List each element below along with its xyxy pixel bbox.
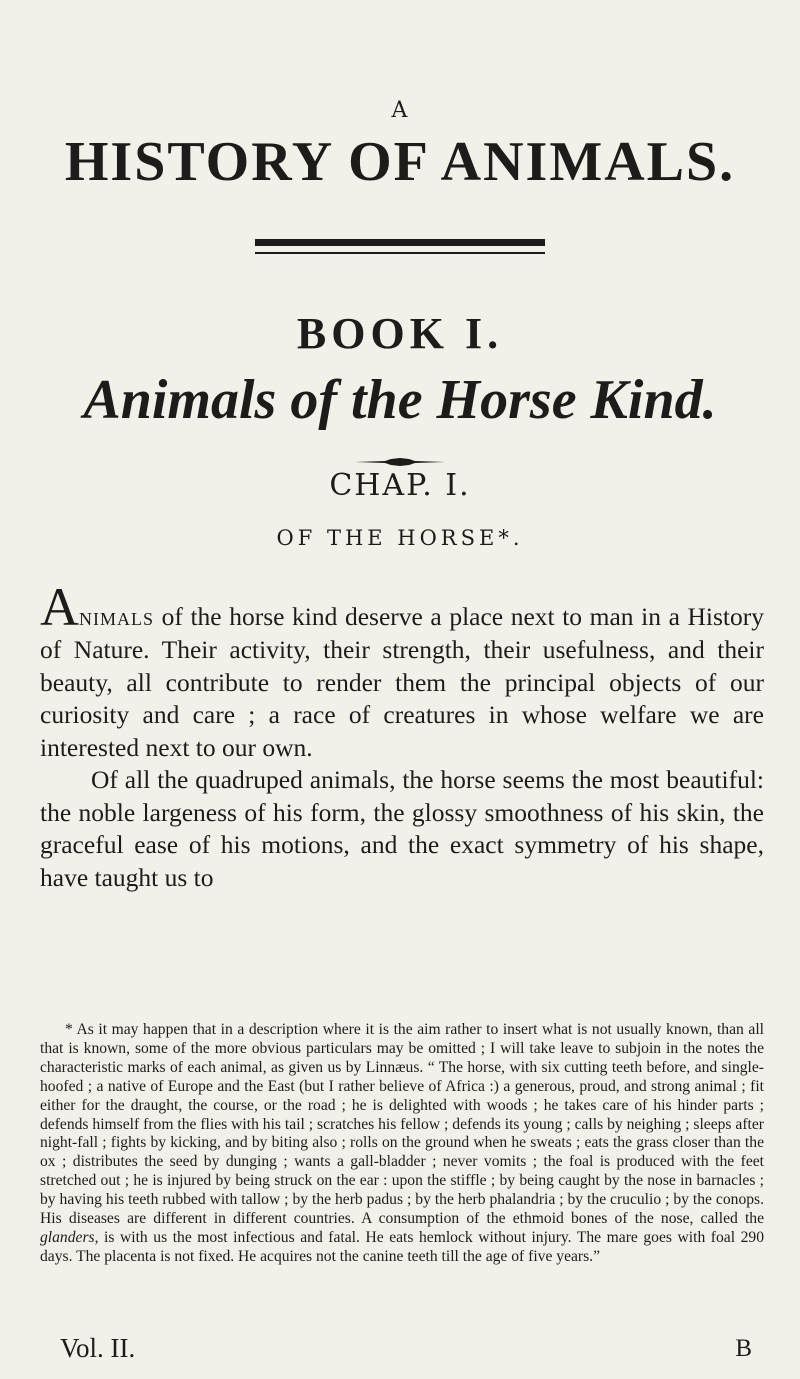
small-caps-lead: nimals bbox=[79, 602, 155, 631]
footnote-text-1: * As it may happen that in a description where it is the aim rather to insert what is not usually known, than all that is known, some of the more obvious particulars may be omitted ; I will take leave to subjoin in the notes the characteristic marks of each animal, as given us by Linnæus. “ The horse, with six cutting teeth before, and single-hoofed ; a native of Europe and the East (but I rather believe of Africa :) a generous, proud, and strong animal ; fit either for the draught, the course, or the road ; he is delighted with woods ; he takes care of his hinder parts ; defends himself from the flies with his tail ; scratches his fellow ; defends its young ; calls by neighing ; sleeps after night-fall ; fights by kicking, and by biting also ; rolls on the ground when he sweats ; eats the grass closer than the ox ; distributes the seed by dunging ; wants a gall-bladder ; never vomits ; the foal is produced with the feet stretched out ; he is injured by being struck on the ear : upon the stiffle ; by being caught by the nose in barnacles ; by having his teeth rubbed with tallow ; by the herb padus ; by the herb phalandria ; by the cruculio ; by the conops. His diseases are different in different countries. A consumption of the ethmoid bones of the nose, called the bbox=[40, 1021, 764, 1228]
paragraph-1-text: of the horse kind deserve a place next to man in a History of Nature. Their activity, their strength, their usefulness, and their beauty, all contribute to render them the principal objects of our curiosity and care ; a race of creatures in whose welfare we are interested next to our own. bbox=[40, 602, 764, 762]
volume-label: Vol. II. bbox=[60, 1333, 136, 1363]
title-rule-thin bbox=[255, 252, 545, 254]
signature-letter: B bbox=[735, 1335, 752, 1362]
chapter-heading: OF THE HORSE*. bbox=[276, 526, 524, 550]
book-label: BOOK I. bbox=[296, 309, 504, 358]
title-rule-thick bbox=[255, 239, 545, 246]
paragraph-2: Of all the quadruped animals, the horse seems the most beautiful: the noble largeness of his form, the glossy smoothness of his skin, the graceful ease of his motions, and the exact symmetry of his shape, have taught us to bbox=[40, 765, 764, 892]
page-signature bbox=[40, 1333, 764, 1367]
footnote bbox=[40, 1021, 764, 1267]
book-subtitle: Animals of the Horse Kind. bbox=[83, 369, 717, 431]
drop-initial: A bbox=[40, 577, 79, 637]
footnote-italic-term: glanders bbox=[40, 1228, 95, 1246]
body-text bbox=[40, 577, 764, 894]
page-title: HISTORY OF ANIMALS. bbox=[64, 131, 736, 193]
paragraph-1 bbox=[40, 577, 764, 764]
chapter-label: CHAP. I. bbox=[329, 468, 471, 503]
title-article: A bbox=[391, 98, 409, 123]
footnote-text-2: , is with us the most infectious and fatal. He eats hemlock without injury. The mare goes with foal 290 days. The placenta is not fixed. He acquires not the canine teeth till the age of five years.” bbox=[40, 1228, 764, 1265]
